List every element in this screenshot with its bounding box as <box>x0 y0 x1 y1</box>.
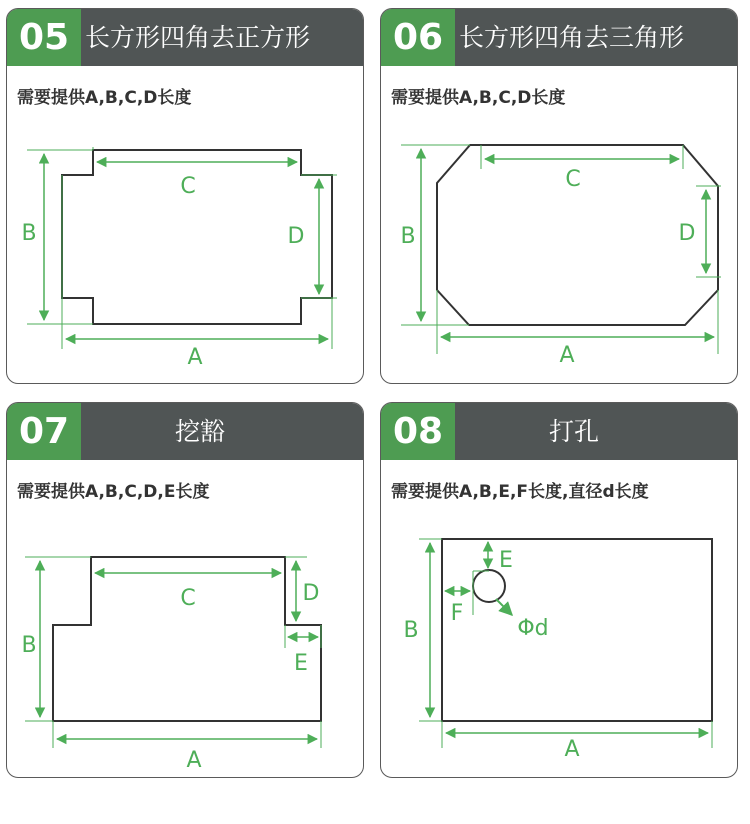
requirement-text: 需要提供A,B,C,D长度 <box>391 88 566 108</box>
label-b: B <box>21 221 37 246</box>
label-b: B <box>400 224 416 249</box>
label-f: F <box>450 601 464 626</box>
label-b: B <box>21 633 37 658</box>
card-number: 07 <box>7 403 81 460</box>
label-a: A <box>187 345 203 370</box>
label-e: E <box>294 651 308 676</box>
card-title: 长方形四角去三角形 <box>459 23 685 52</box>
diameter-arrow <box>496 599 512 615</box>
label-d: D <box>678 221 696 246</box>
card-number: 08 <box>381 403 455 460</box>
requirement-text: 需要提供A,B,C,D,E长度 <box>17 482 210 502</box>
label-c: C <box>180 174 196 199</box>
shape-outline <box>442 539 712 721</box>
card-title: 长方形四角去正方形 <box>85 23 311 52</box>
card-title: 打孔 <box>549 417 600 446</box>
card-06 <box>380 8 738 384</box>
requirement-text: 需要提供A,B,E,F长度,直径d长度 <box>391 482 649 502</box>
shape-outline <box>53 557 321 721</box>
requirement-text: 需要提供A,B,C,D长度 <box>17 88 192 108</box>
card-number: 06 <box>381 9 455 66</box>
card-07 <box>6 402 364 778</box>
notch-cut-diagram <box>7 403 364 778</box>
label-e: E <box>499 548 513 573</box>
card-title: 挖豁 <box>175 417 226 446</box>
label-a: A <box>564 737 580 762</box>
notch-square-diagram <box>7 9 364 384</box>
hole-circle <box>473 570 505 602</box>
card-05 <box>6 8 364 384</box>
label-b: B <box>403 618 419 643</box>
label-c: C <box>565 167 581 192</box>
corner-triangle-diagram <box>381 9 738 384</box>
label-a: A <box>559 343 575 368</box>
hole-punch-diagram <box>381 403 738 778</box>
card-number: 05 <box>7 9 81 66</box>
label-d: D <box>302 581 320 606</box>
label-a: A <box>186 748 202 773</box>
label-c: C <box>180 586 196 611</box>
label-diameter: Φd <box>517 616 549 641</box>
card-08 <box>380 402 738 778</box>
label-d: D <box>287 224 305 249</box>
